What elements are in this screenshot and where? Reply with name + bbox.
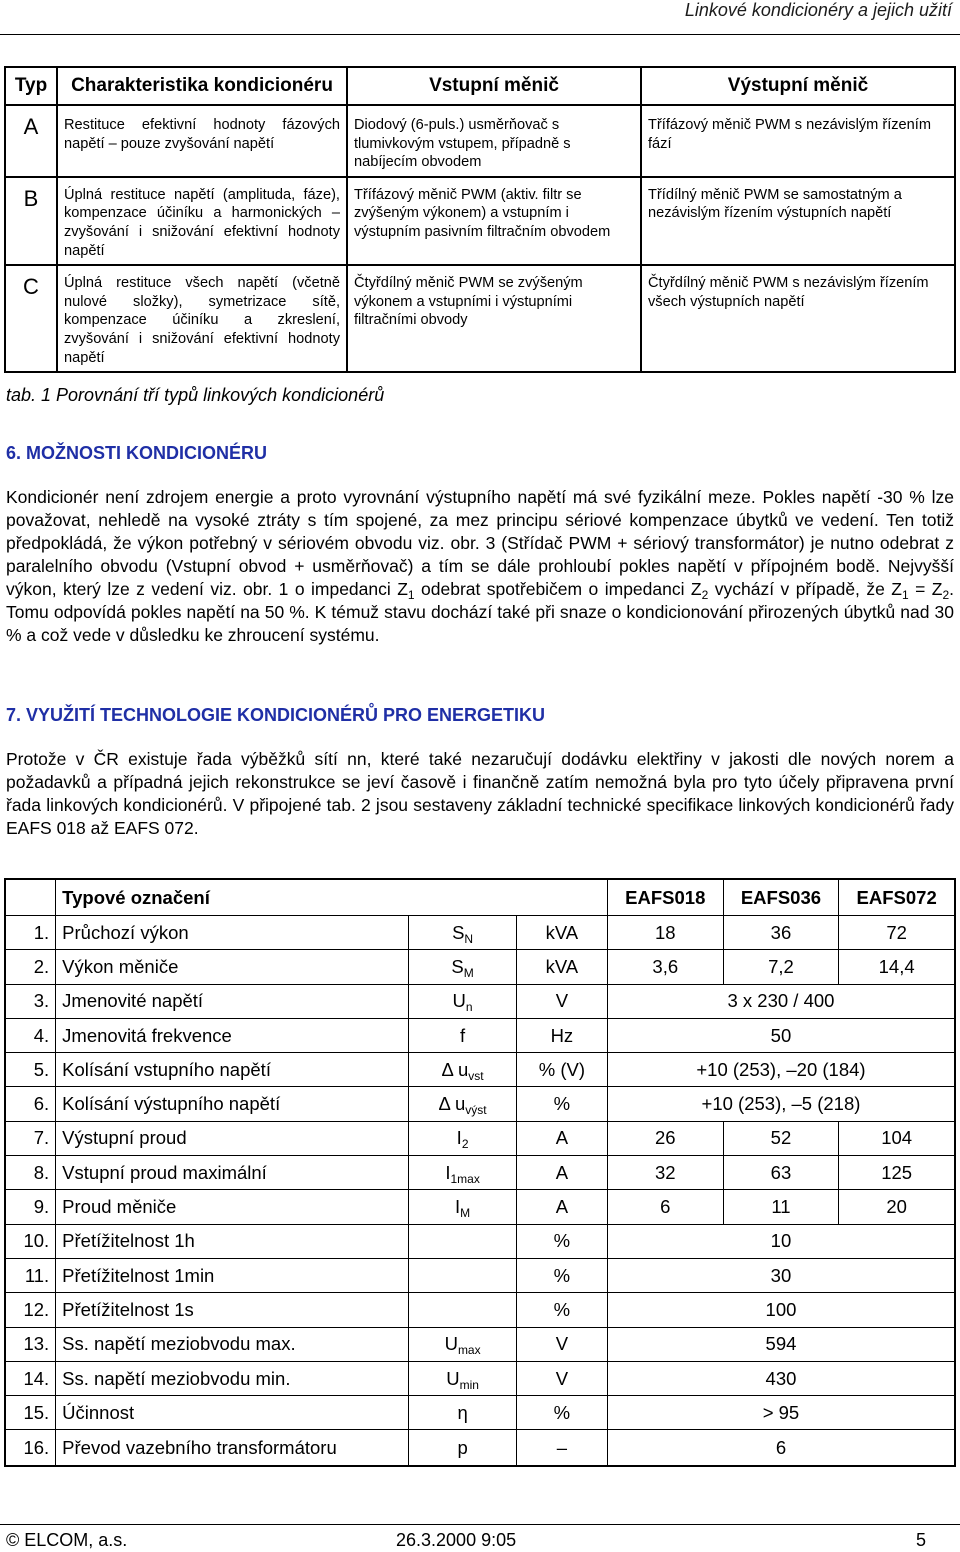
row-input-converter: Čtyřdílný měnič PWM se zvýšeným výkonem a vstupními i výstupními filtračními obvody xyxy=(347,265,641,372)
row-type: B xyxy=(5,177,57,265)
spec-row xyxy=(5,1018,955,1052)
parameter-name: Vstupní proud maximální xyxy=(56,1156,409,1190)
value-eafs072: 125 xyxy=(839,1156,955,1190)
spec-row xyxy=(5,1053,955,1087)
value-eafs018: 3,6 xyxy=(607,950,723,984)
footer-company: © ELCOM, a.s. xyxy=(6,1530,128,1550)
parameter-name: Ss. napětí meziobvodu max. xyxy=(56,1327,409,1361)
symbol-main: U xyxy=(446,1367,460,1389)
value-all-models: 100 xyxy=(607,1293,955,1327)
spec-row xyxy=(5,1361,955,1395)
parameter-symbol xyxy=(409,1396,516,1430)
value-eafs018: 32 xyxy=(607,1156,723,1190)
spec-row xyxy=(5,1121,955,1155)
symbol-subscript: n xyxy=(465,1000,473,1015)
specification-table xyxy=(4,878,956,1467)
parameter-symbol xyxy=(409,1156,516,1190)
parameter-symbol xyxy=(409,1018,516,1052)
value-eafs036: 7,2 xyxy=(723,950,839,984)
parameter-unit: V xyxy=(516,1361,607,1395)
subscript: 1 xyxy=(407,588,415,602)
parameter-symbol xyxy=(409,1361,516,1395)
footer-datetime: 26.3.2000 9:05 xyxy=(396,1530,517,1550)
row-number: 5. xyxy=(5,1053,56,1087)
spec-row xyxy=(5,984,955,1018)
value-eafs036: 36 xyxy=(723,916,839,950)
symbol-subscript: N xyxy=(464,931,474,946)
parameter-symbol xyxy=(409,1087,516,1121)
parameter-symbol xyxy=(409,1293,516,1327)
symbol-main: S xyxy=(451,955,464,977)
col-vystupni: Výstupní měnič xyxy=(641,67,955,105)
symbol-subscript: výst xyxy=(465,1103,487,1118)
symbol-main: η xyxy=(457,1401,468,1423)
value-all-models: 3 x 230 / 400 xyxy=(607,984,955,1018)
symbol-main: Δ u xyxy=(438,1093,466,1115)
parameter-name: Výstupní proud xyxy=(56,1121,409,1155)
footer-rule xyxy=(0,1524,960,1525)
value-eafs018: 6 xyxy=(607,1190,723,1224)
spec-row xyxy=(5,1224,955,1258)
symbol-subscript: 1max xyxy=(450,1171,480,1186)
comparison-table xyxy=(4,66,956,373)
header-model-eafs018: EAFS018 xyxy=(607,879,723,916)
parameter-name: Převod vazebního transformátoru xyxy=(56,1430,409,1467)
row-number: 11. xyxy=(5,1258,56,1292)
row-number: 2. xyxy=(5,950,56,984)
symbol-main: S xyxy=(452,921,465,943)
parameter-symbol xyxy=(409,984,516,1018)
value-eafs072: 72 xyxy=(839,916,955,950)
row-type: A xyxy=(5,105,57,177)
row-number: 8. xyxy=(5,1156,56,1190)
parameter-name: Jmenovitá frekvence xyxy=(56,1018,409,1052)
row-number: 15. xyxy=(5,1396,56,1430)
row-number: 12. xyxy=(5,1293,56,1327)
spec-row xyxy=(5,950,955,984)
parameter-name: Kolísání výstupního napětí xyxy=(56,1087,409,1121)
row-output-converter: Třídílný měnič PWM se samostatným a nezávislým řízením výstupních napětí xyxy=(641,177,955,265)
parameter-symbol xyxy=(409,1224,516,1258)
parameter-symbol xyxy=(409,1327,516,1361)
value-eafs072: 104 xyxy=(839,1121,955,1155)
value-eafs018: 26 xyxy=(607,1121,723,1155)
value-eafs036: 11 xyxy=(723,1190,839,1224)
parameter-symbol xyxy=(409,1430,516,1467)
value-all-models: 594 xyxy=(607,1327,955,1361)
spec-row xyxy=(5,1396,955,1430)
parameter-unit: V xyxy=(516,1327,607,1361)
value-eafs036: 52 xyxy=(723,1121,839,1155)
value-all-models: 30 xyxy=(607,1258,955,1292)
symbol-subscript: min xyxy=(459,1377,479,1392)
row-number: 14. xyxy=(5,1361,56,1395)
row-number: 16. xyxy=(5,1430,56,1467)
row-number: 3. xyxy=(5,984,56,1018)
symbol-main: p xyxy=(457,1436,468,1458)
value-all-models: 6 xyxy=(607,1430,955,1467)
parameter-unit: % xyxy=(516,1258,607,1292)
parameter-symbol xyxy=(409,916,516,950)
row-input-converter: Třífázový měnič PWM (aktiv. filtr se zvýšeným výkonem) a vstupním i výstupním pasivním filtračním obvodem xyxy=(347,177,641,265)
spec-row xyxy=(5,1190,955,1224)
row-number: 9. xyxy=(5,1190,56,1224)
symbol-subscript: 2 xyxy=(461,1137,469,1152)
parameter-unit: % xyxy=(516,1224,607,1258)
parameter-unit: % xyxy=(516,1396,607,1430)
parameter-name: Jmenovité napětí xyxy=(56,984,409,1018)
parameter-unit: kVA xyxy=(516,916,607,950)
value-all-models: 430 xyxy=(607,1361,955,1395)
row-characteristic: Restituce efektivní hodnoty fázových napětí – pouze zvyšování napětí xyxy=(57,105,347,177)
parameter-unit: – xyxy=(516,1430,607,1467)
symbol-subscript: M xyxy=(460,1206,471,1221)
spec-row xyxy=(5,1293,955,1327)
parameter-name: Kolísání vstupního napětí xyxy=(56,1053,409,1087)
parameter-symbol xyxy=(409,1053,516,1087)
symbol-subscript: M xyxy=(463,965,474,980)
value-all-models: +10 (253), –20 (184) xyxy=(607,1053,955,1087)
parameter-name: Přetížitelnost 1s xyxy=(56,1293,409,1327)
subscript: 1 xyxy=(901,588,909,602)
symbol-main: f xyxy=(460,1024,466,1046)
header-rule xyxy=(0,34,960,35)
parameter-name: Účinnost xyxy=(56,1396,409,1430)
spec-row xyxy=(5,1156,955,1190)
section-7-heading: 7. VYUŽITÍ TECHNOLOGIE KONDICIONÉRŮ PRO ENERGETIKU xyxy=(6,705,546,725)
row-number: 1. xyxy=(5,916,56,950)
subscript: 2 xyxy=(701,588,709,602)
spec-row xyxy=(5,1430,955,1467)
parameter-unit: A xyxy=(516,1156,607,1190)
symbol-main: Δ u xyxy=(441,1058,469,1080)
value-all-models: 50 xyxy=(607,1018,955,1052)
parameter-symbol xyxy=(409,950,516,984)
parameter-unit: kVA xyxy=(516,950,607,984)
symbol-main: U xyxy=(444,1333,458,1355)
text-run: odebrat spotřebičem o impedanci Z xyxy=(414,579,702,599)
spec-row xyxy=(5,1087,955,1121)
value-all-models: 10 xyxy=(607,1224,955,1258)
parameter-name: Průchozí výkon xyxy=(56,916,409,950)
value-eafs018: 18 xyxy=(607,916,723,950)
value-eafs036: 63 xyxy=(723,1156,839,1190)
parameter-symbol xyxy=(409,1190,516,1224)
value-all-models: +10 (253), –5 (218) xyxy=(607,1087,955,1121)
parameter-unit: A xyxy=(516,1190,607,1224)
row-output-converter: Čtyřdílný měnič PWM s nezávislým řízením všech výstupních napětí xyxy=(641,265,955,372)
parameter-symbol xyxy=(409,1258,516,1292)
comparison-table-header xyxy=(5,67,955,105)
row-number: 13. xyxy=(5,1327,56,1361)
header-model-eafs072: EAFS072 xyxy=(839,879,955,916)
value-all-models: > 95 xyxy=(607,1396,955,1430)
row-number: 10. xyxy=(5,1224,56,1258)
col-vstupni: Vstupní měnič xyxy=(347,67,641,105)
spec-row xyxy=(5,1327,955,1361)
symbol-main: I xyxy=(455,1196,461,1218)
symbol-main: I xyxy=(445,1161,451,1183)
parameter-name: Proud měniče xyxy=(56,1190,409,1224)
header-blank xyxy=(5,879,56,916)
section-7-paragraph: Protože v ČR existuje řada výběžků sítí nn, které také nezaručují dodávku elektřiny v jakosti dle nových norem a požadavků a případná jejich rekonstrukce se jeví časově i finančně zatím nemožná byla pro tyto účely připravena první řada linkových kondicionérů. V připojené tab. 2 jsou sestaveny základní technické specifikace linkových kondicionérů řady EAFS 018 až EAFS 072. xyxy=(6,749,954,838)
parameter-name: Výkon měniče xyxy=(56,950,409,984)
value-eafs072: 14,4 xyxy=(839,950,955,984)
header-label: Typové označení xyxy=(56,879,608,916)
section-6-heading: 6. MOŽNOSTI KONDICIONÉRU xyxy=(6,443,268,463)
comparison-row-c xyxy=(5,265,955,372)
row-characteristic: Úplná restituce všech napětí (včetně nulové složky), symetrizace sítě, kompenzace účiníku a zkreslení, zvyšování i snižování efektivní hodnoty napětí xyxy=(57,265,347,372)
row-characteristic: Úplná restituce napětí (amplituda, fáze), kompenzace účiníku a harmonických – zvyšování i snižování efektivní hodnoty napětí xyxy=(57,177,347,265)
text-run: . Tomu odpovídá pokles napětí na 50 %. K témuž stavu dochází také při snaze o kondicionování přirozených úbytků nad 30 % a což vede v důsledku ke zhroucení systému. xyxy=(6,579,955,645)
table-caption: tab. 1 Porovnání tří typů linkových kondicionérů xyxy=(6,385,385,405)
parameter-symbol xyxy=(409,1121,516,1155)
symbol-main: U xyxy=(452,990,466,1012)
running-title: Linkové kondicionéry a jejich užití xyxy=(684,0,952,20)
symbol-subscript: vst xyxy=(468,1068,484,1083)
parameter-unit: % xyxy=(516,1087,607,1121)
row-number: 7. xyxy=(5,1121,56,1155)
col-charakteristika: Charakteristika kondicionéru xyxy=(57,67,347,105)
text-run: = Z xyxy=(908,579,943,599)
value-eafs072: 20 xyxy=(839,1190,955,1224)
header-model-eafs036: EAFS036 xyxy=(723,879,839,916)
text-run: vychází v případě, že Z xyxy=(708,579,902,599)
parameter-name: Ss. napětí meziobvodu min. xyxy=(56,1361,409,1395)
parameter-name: Přetížitelnost 1min xyxy=(56,1258,409,1292)
symbol-subscript: max xyxy=(457,1343,481,1358)
comparison-row-a xyxy=(5,105,955,177)
parameter-unit: % (V) xyxy=(516,1053,607,1087)
parameter-unit: A xyxy=(516,1121,607,1155)
parameter-unit: % xyxy=(516,1293,607,1327)
footer-page-number: 5 xyxy=(915,1530,926,1550)
text-run: Kondicionér není zdrojem energie a proto vyrovnání výstupního napětí má své fyzikální meze. Pokles napětí -30 % lze považovat, nehledě na vysoké ztráty s tím spojené, za mez principu sériové kompenzace úbytků ve vedení. Ten totiž předpokládá, že výkon potřebný v sériovém obvodu viz. obr. 3 (Střídač PWM + sériový transformátor) je nutno odebrat z paralelního obvodu (Vstupní obvod + usměrňovač) a tím se dále prohloubí pokles napětí v přípojném bodě. Nejvyšší výkon, který lze z vedení viz. obr. 1 o impedanci Z xyxy=(6,487,954,599)
spec-row xyxy=(5,916,955,950)
symbol-main: I xyxy=(456,1127,462,1149)
spec-row xyxy=(5,1258,955,1292)
subscript: 2 xyxy=(942,588,950,602)
row-output-converter: Třífázový měnič PWM s nezávislým řízením fází xyxy=(641,105,955,177)
parameter-name: Přetížitelnost 1h xyxy=(56,1224,409,1258)
spec-table-header xyxy=(5,879,955,916)
row-type: C xyxy=(5,265,57,372)
row-number: 6. xyxy=(5,1087,56,1121)
row-input-converter: Diodový (6-puls.) usměrňovač s tlumivkovým vstupem, případně s nabíjecím obvodem xyxy=(347,105,641,177)
col-typ: Typ xyxy=(5,67,57,105)
comparison-row-b xyxy=(5,177,955,265)
row-number: 4. xyxy=(5,1018,56,1052)
parameter-unit: Hz xyxy=(516,1018,607,1052)
parameter-unit: V xyxy=(516,984,607,1018)
section-6-paragraph xyxy=(6,486,954,647)
